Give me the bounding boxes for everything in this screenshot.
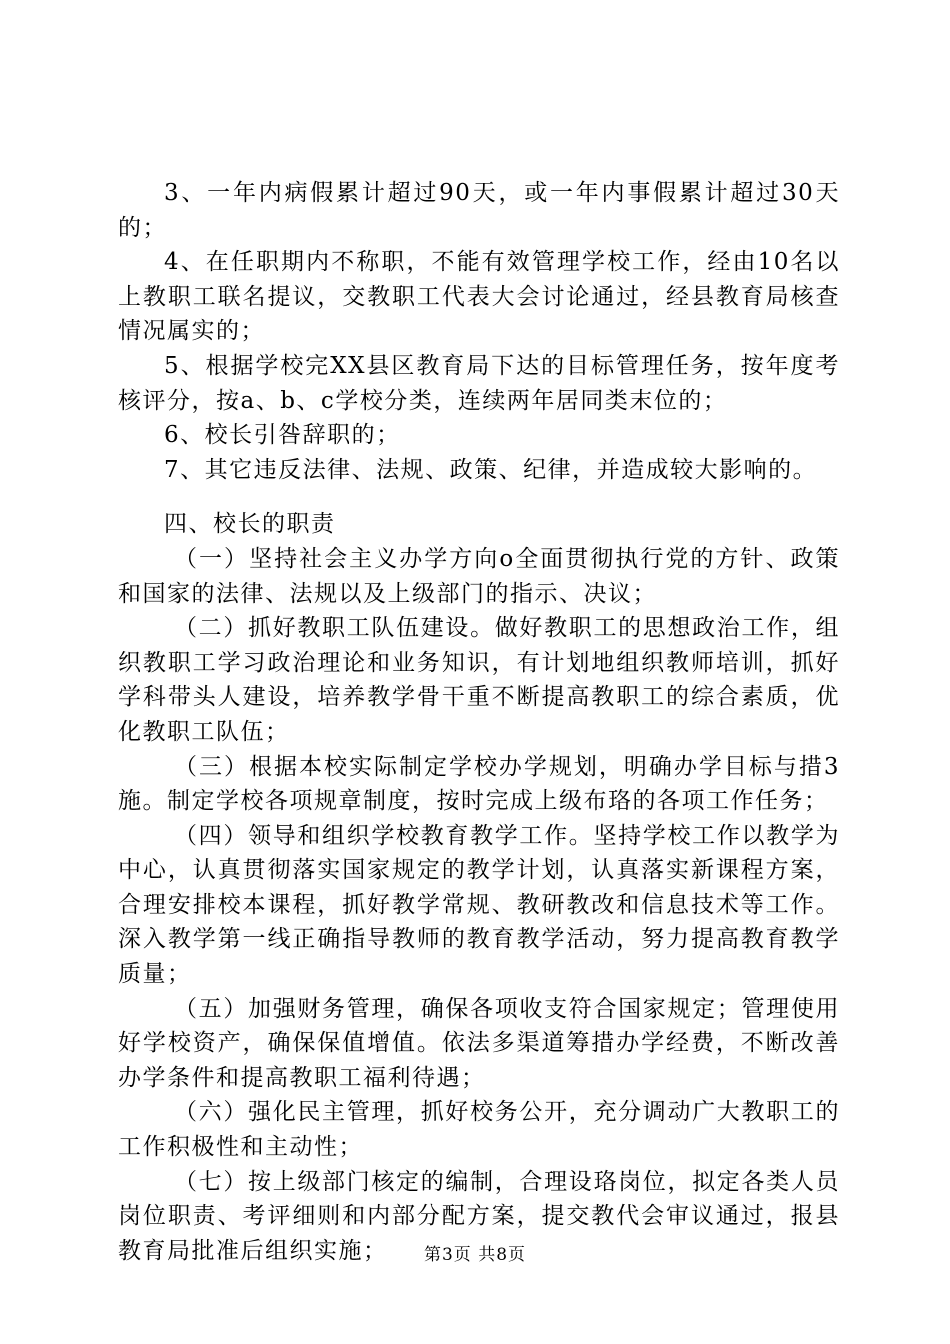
page-footer: 第3页 共8页 (423, 1245, 527, 1265)
list-item: （一）坚持社会主义办学方向o全面贯彻执行党的方针、政策和国家的法律、法规以及上级部门的指示、决议； (118, 545, 840, 607)
list-item: （六）强化民主管理，抓好校务公开，充分调动广大教职工的工作积极性和主动性； (118, 1099, 840, 1161)
list-item: 3、一年内病假累计超过90天，或一年内事假累计超过30天的； (118, 180, 840, 241)
list-item: （二）抓好教职工队伍建设。做好教职工的思想政治工作，组织教职工学习政治理论和业务知识，有计划地组织教师培训，抓好学科带头人建设，培养教学骨干重不断提高教职工的综合素质，优化教职工队伍； (118, 615, 840, 745)
list-item: （五）加强财务管理，确保各项收支符合国家规定；管理使用好学校资产，确保保值增值。依法多渠道筹措办学经费，不断改善办学条件和提高教职工福利待遇； (118, 995, 840, 1091)
list-item: （三）根据本校实际制定学校办学规划，明确办学目标与措3施。制定学校各项规章制度，按时完成上级布珞的各项工作任务； (118, 753, 840, 815)
list-item: 7、其它违反法律、法规、政策、纪律，并造成较大影响的。 (164, 456, 818, 483)
section-spacer (118, 487, 840, 507)
list-item: （四）领导和组织学校教育教学工作。坚持学校工作以教学为中心，认真贯彻落实国家规定的教学计划，认真落实新课程方案，合理安排校本课程，抓好教学常规、教研教改和信息技术等工作。深入教学第一线正确指导教师的教育教学活动，努力提高教育教学质量； (118, 822, 840, 988)
list-item: 5、根据学校完XX县区教育局下达的目标管理任务，按年度考核评分，按a、b、c学校分类，连续两年居同类末位的； (118, 352, 840, 414)
section-heading: 四、校长的职责 (164, 511, 336, 538)
list-item: 4、在任职期内不称职，不能有效管理学校工作，经由10名以上教职工联名提议，交教职工代表大会讨论通过，经县教育局核查情况属实的； (118, 249, 840, 345)
list-item: （七）按上级部门核定的编制，合理设珞岗位，拟定各类人员岗位职责、考评细则和内部分配方案，提交教代会审议通过，报县教育局批准后组织实施； (118, 1168, 840, 1264)
document-body (118, 176, 840, 1268)
list-item: 6、校长引咎辞职的； (164, 422, 401, 449)
